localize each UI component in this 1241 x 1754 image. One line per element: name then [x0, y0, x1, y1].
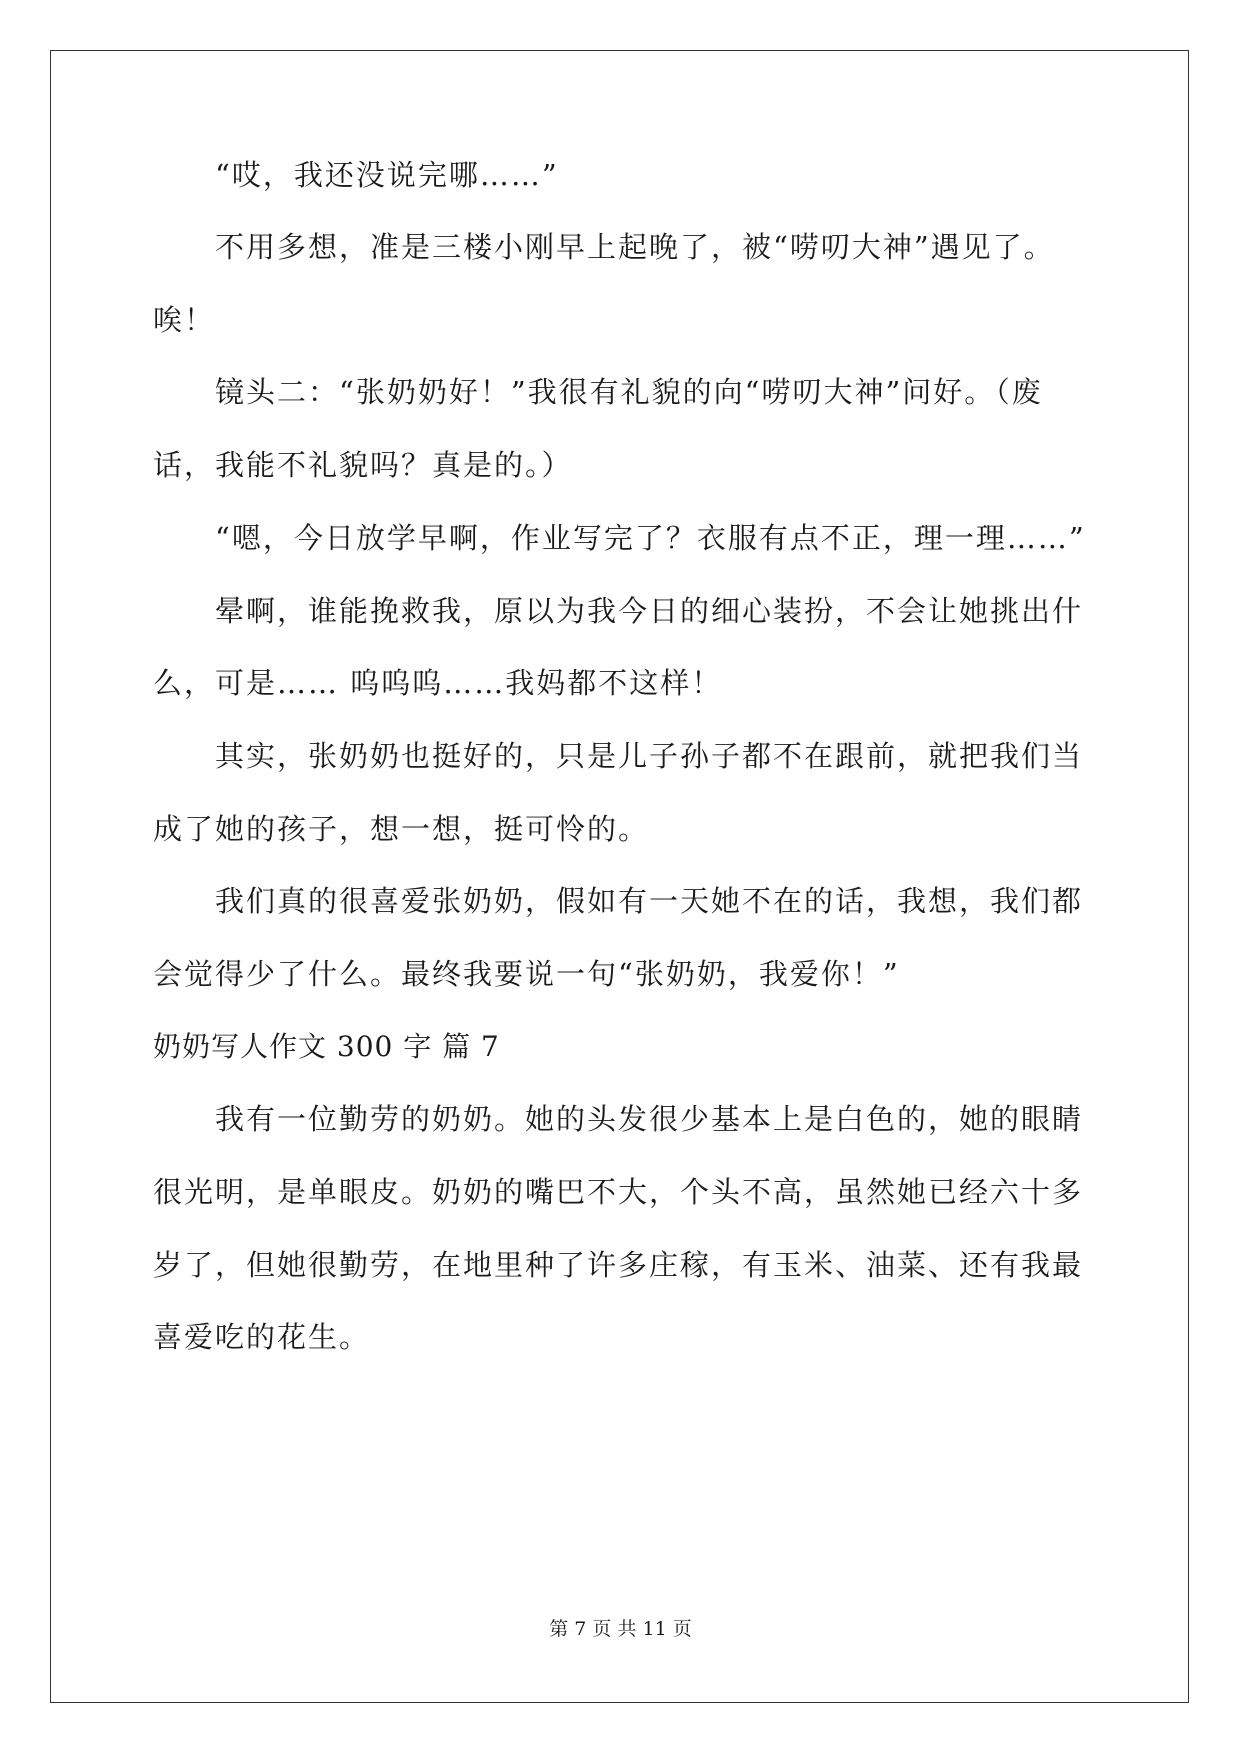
paragraph-line: “哎，我还没说完哪……”	[215, 158, 559, 192]
paragraph-line: 不用多想，准是三楼小刚早上起晚了，被“唠叨大神”遇见了。	[215, 230, 1055, 264]
paragraph-line: 成了她的孩子，想一想，挺可怜的。	[153, 812, 650, 846]
paragraph-line: 岁了，但她很勤劳，在地里种了许多庄稼，有玉米、油菜、还有我最	[153, 1248, 1084, 1282]
paragraph-line: 话，我能不礼貌吗？真是的。）	[153, 448, 573, 482]
paragraph-line: 喜爱吃的花生。	[153, 1320, 371, 1354]
paragraph-line: 晕啊，谁能挽救我，原以为我今日的细心装扮，不会让她挑出什	[215, 594, 1084, 628]
paragraph-line: 唉！	[153, 303, 216, 337]
paragraph-line: 其实，张奶奶也挺好的，只是儿子孙子都不在跟前，就把我们当	[215, 739, 1084, 773]
paragraph-line: 很光明，是单眼皮。奶奶的嘴巴不大，个头不高，虽然她已经六十多	[153, 1175, 1084, 1209]
paragraph-line: “嗯，今日放学早啊，作业写完了？衣服有点不正，理一理……”	[215, 521, 1086, 555]
paragraph-line: 我们真的很喜爱张奶奶，假如有一天她不在的话，我想，我们都	[215, 884, 1084, 918]
paragraph-line: 会觉得少了什么。最终我要说一句“张奶奶，我爱你！”	[153, 957, 900, 991]
page-border	[50, 50, 1189, 1703]
paragraph-line: 么，可是…… 呜呜呜……我妈都不这样！	[153, 666, 723, 700]
paragraph-line: 镜头二：“张奶奶好！”我很有礼貌的向“唠叨大神”问好。（废	[215, 375, 1043, 409]
section-heading: 奶奶写人作文 300 字 篇 7	[153, 1030, 500, 1063]
page-footer: 第 7 页 共 11 页	[549, 1618, 692, 1640]
paragraph-line: 我有一位勤劳的奶奶。她的头发很少基本上是白色的，她的眼睛	[215, 1102, 1084, 1136]
